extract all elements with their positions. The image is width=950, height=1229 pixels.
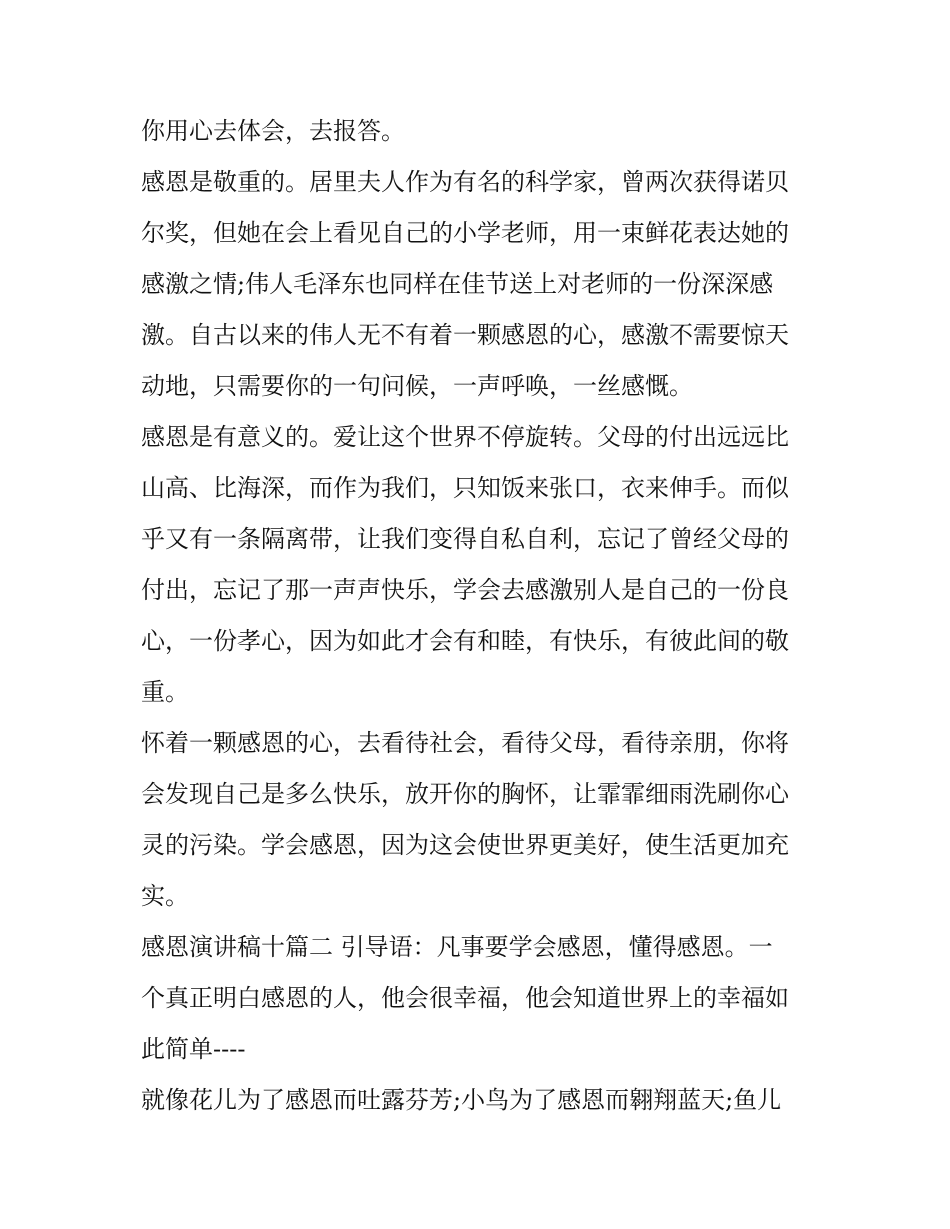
text-line: 会发现自己是多么快乐，放开你的胸怀，让霏霏细雨洗刷你心 — [141, 780, 789, 808]
text-line: 尔奖，但她在会上看见自己的小学老师，用一束鲜花表达她的 — [141, 219, 789, 247]
text-line: 激。自古以来的伟人无不有着一颗感恩的心，感激不需要惊天 — [141, 321, 789, 349]
text-line: 付出，忘记了那一声声快乐，学会去感激别人是自己的一份良 — [141, 576, 789, 604]
text-line: 重。 — [141, 678, 189, 706]
text-line: 动地，只需要你的一句问候，一声呼唤，一丝感慨。 — [141, 372, 693, 400]
text-line: 个真正明白感恩的人，他会很幸福，他会知道世界上的幸福如 — [141, 984, 789, 1012]
text-line: 怀着一颗感恩的心，去看待社会，看待父母，看待亲朋，你将 — [141, 729, 789, 757]
text-line: 此简单---- — [141, 1035, 246, 1063]
text-line: 山高、比海深，而作为我们，只知饭来张口，衣来伸手。而似 — [141, 474, 789, 502]
text-line: 实。 — [141, 882, 189, 910]
text-line: 感恩是敬重的。居里夫人作为有名的科学家，曾两次获得诺贝 — [141, 168, 789, 196]
text-line: 心，一份孝心，因为如此才会有和睦，有快乐，有彼此间的敬 — [141, 627, 789, 655]
text-line: 感恩是有意义的。爱让这个世界不停旋转。父母的付出远远比 — [141, 423, 789, 451]
document-body — [141, 106, 813, 1126]
text-line: 感恩演讲稿十篇二 引导语：凡事要学会感恩，懂得感恩。一 — [141, 933, 773, 961]
text-line: 乎又有一条隔离带，让我们变得自私自利，忘记了曾经父母的 — [141, 525, 789, 553]
text-line: 灵的污染。学会感恩，因为这会使世界更美好，使生活更加充 — [141, 831, 789, 859]
text-line: 感激之情;伟人毛泽东也同样在佳节送上对老师的一份深深感 — [141, 270, 774, 298]
text-line: 就像花儿为了感恩而吐露芬芳;小鸟为了感恩而翱翔蓝天;鱼儿 — [141, 1086, 782, 1114]
text-line: 你用心去体会，去报答。 — [141, 117, 405, 145]
